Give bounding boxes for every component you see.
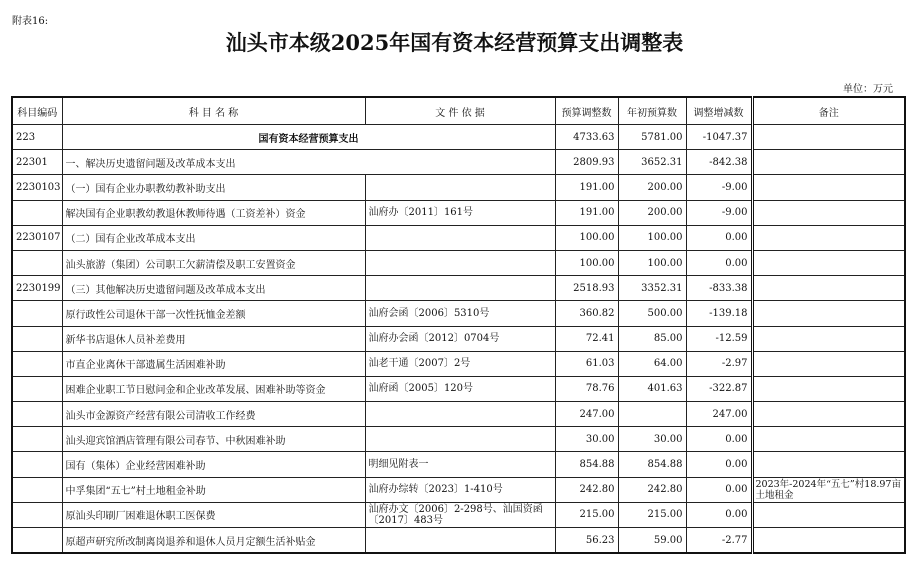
cell-file [365, 250, 555, 275]
table-row [12, 125, 905, 150]
cell-file: 汕府函〔2005〕120号 [365, 376, 555, 401]
cell-file: 明细见附表一 [365, 452, 555, 477]
cell-file [365, 175, 555, 200]
cell-adjusted: 2809.93 [555, 150, 618, 175]
cell-code [12, 528, 62, 554]
cell-name: 困难企业职工节日慰问金和企业改革发展、困难补助等资金 [62, 376, 365, 401]
cell-remark [752, 376, 905, 401]
cell-name: 中孚集团“五七”村土地租金补助 [62, 477, 365, 502]
table-header-row [12, 97, 905, 125]
cell-adjusted: 56.23 [555, 528, 618, 554]
cell-remark [752, 502, 905, 527]
cell-adjusted: 360.82 [555, 301, 618, 326]
cell-name: 原超声研究所改制离岗退养和退休人员月定额生活补贴金 [62, 528, 365, 554]
cell-change: -9.00 [686, 200, 752, 225]
cell-change: 0.00 [686, 427, 752, 452]
cell-remark [752, 528, 905, 554]
cell-name: 原汕头印刷厂困难退休职工医保费 [62, 502, 365, 527]
cell-remark [752, 351, 905, 376]
cell-remark: 2023年-2024年“五七”村18.97亩土地租金 [752, 477, 905, 502]
cell-name: （一）国有企业办职教幼教补助支出 [62, 175, 365, 200]
cell-name: 新华书店退休人员补差费用 [62, 326, 365, 351]
cell-code: 22301 [12, 150, 62, 175]
cell-code [12, 402, 62, 427]
cell-change: -2.97 [686, 351, 752, 376]
cell-adjusted: 4733.63 [555, 125, 618, 150]
cell-adjusted: 854.88 [555, 452, 618, 477]
cell-remark [752, 427, 905, 452]
cell-change: -842.38 [686, 150, 752, 175]
cell-name: 原行政性公司退休干部一次性抚恤金差额 [62, 301, 365, 326]
table-row [12, 477, 905, 502]
cell-remark [752, 402, 905, 427]
cell-code: 2230103 [12, 175, 62, 200]
cell-name: （二）国有企业改革成本支出 [62, 225, 365, 250]
cell-change: -139.18 [686, 301, 752, 326]
cell-remark [752, 326, 905, 351]
budget-table [11, 96, 906, 554]
cell-change: -833.38 [686, 276, 752, 301]
cell-remark [752, 250, 905, 275]
cell-file [365, 427, 555, 452]
cell-initial: 85.00 [618, 326, 686, 351]
cell-adjusted: 100.00 [555, 225, 618, 250]
cell-initial: 200.00 [618, 200, 686, 225]
cell-change: 0.00 [686, 452, 752, 477]
cell-name: 国有资本经营预算支出 [62, 125, 555, 150]
cell-code: 2230107 [12, 225, 62, 250]
table-row [12, 250, 905, 275]
cell-name: 国有（集体）企业经营困难补助 [62, 452, 365, 477]
cell-initial: 64.00 [618, 351, 686, 376]
table-row [12, 276, 905, 301]
table-row [12, 376, 905, 401]
cell-file: 汕府会函〔2006〕5310号 [365, 301, 555, 326]
header-adjusted: 预算调整数 [555, 97, 618, 125]
cell-name: 一、解决历史遗留问题及改革成本支出 [62, 150, 555, 175]
cell-adjusted: 191.00 [555, 200, 618, 225]
table-row [12, 301, 905, 326]
cell-file [365, 528, 555, 554]
cell-change: -322.87 [686, 376, 752, 401]
cell-initial: 100.00 [618, 225, 686, 250]
cell-change: 0.00 [686, 477, 752, 502]
table-row [12, 200, 905, 225]
cell-code [12, 376, 62, 401]
cell-code [12, 326, 62, 351]
cell-name: 汕头迎宾馆酒店管理有限公司春节、中秋困难补助 [62, 427, 365, 452]
cell-name: 市直企业离休干部遗属生活困难补助 [62, 351, 365, 376]
cell-change: 0.00 [686, 250, 752, 275]
table-row [12, 225, 905, 250]
cell-file: 汕府办会函〔2012〕0704号 [365, 326, 555, 351]
header-initial: 年初预算数 [618, 97, 686, 125]
cell-initial: 200.00 [618, 175, 686, 200]
table-row [12, 452, 905, 477]
table-row [12, 175, 905, 200]
header-name: 科 目 名 称 [62, 97, 365, 125]
table-row [12, 150, 905, 175]
cell-change: -1047.37 [686, 125, 752, 150]
cell-change: 247.00 [686, 402, 752, 427]
cell-remark [752, 150, 905, 175]
cell-adjusted: 30.00 [555, 427, 618, 452]
cell-initial: 5781.00 [618, 125, 686, 150]
table-row [12, 528, 905, 554]
cell-change: 0.00 [686, 502, 752, 527]
cell-code [12, 502, 62, 527]
appendix-label: 附表16: [12, 16, 49, 27]
cell-adjusted: 191.00 [555, 175, 618, 200]
cell-initial: 3352.31 [618, 276, 686, 301]
cell-name: 解决国有企业职教幼教退休教师待遇（工资差补）资金 [62, 200, 365, 225]
cell-name: 汕头市金源资产经营有限公司清收工作经费 [62, 402, 365, 427]
cell-adjusted: 61.03 [555, 351, 618, 376]
page-title: 汕头市本级2025年国有资本经营预算支出调整表 [225, 30, 684, 55]
cell-file: 汕府办综转〔2023〕1-410号 [365, 477, 555, 502]
header-file: 文 件 依 据 [365, 97, 555, 125]
cell-remark [752, 125, 905, 150]
cell-name: 汕头旅游（集团）公司职工欠薪清偿及职工安置资金 [62, 250, 365, 275]
cell-remark [752, 200, 905, 225]
table-row [12, 402, 905, 427]
cell-file: 汕府办〔2011〕161号 [365, 200, 555, 225]
cell-initial: 100.00 [618, 250, 686, 275]
cell-initial [618, 402, 686, 427]
cell-adjusted: 100.00 [555, 250, 618, 275]
table-row [12, 326, 905, 351]
cell-remark [752, 301, 905, 326]
cell-adjusted: 215.00 [555, 502, 618, 527]
cell-name: （三）其他解决历史遗留问题及改革成本支出 [62, 276, 365, 301]
cell-file [365, 225, 555, 250]
cell-initial: 500.00 [618, 301, 686, 326]
cell-change: 0.00 [686, 225, 752, 250]
cell-code [12, 351, 62, 376]
cell-code [12, 477, 62, 502]
cell-initial: 401.63 [618, 376, 686, 401]
cell-initial: 59.00 [618, 528, 686, 554]
unit-label: 单位：万元 [843, 84, 893, 95]
cell-adjusted: 2518.93 [555, 276, 618, 301]
cell-remark [752, 175, 905, 200]
cell-initial: 30.00 [618, 427, 686, 452]
cell-initial: 215.00 [618, 502, 686, 527]
cell-file [365, 276, 555, 301]
cell-code: 2230199 [12, 276, 62, 301]
table-row [12, 427, 905, 452]
cell-code: 223 [12, 125, 62, 150]
cell-code [12, 200, 62, 225]
cell-initial: 854.88 [618, 452, 686, 477]
cell-file: 汕府办文〔2006〕2-298号、汕国资函〔2017〕483号 [365, 502, 555, 527]
table-row [12, 351, 905, 376]
cell-adjusted: 72.41 [555, 326, 618, 351]
table-row [12, 502, 905, 527]
header-change: 调整增减数 [686, 97, 752, 125]
cell-adjusted: 247.00 [555, 402, 618, 427]
header-code: 科目编码 [12, 97, 62, 125]
cell-file [365, 402, 555, 427]
cell-remark [752, 276, 905, 301]
cell-change: -9.00 [686, 175, 752, 200]
cell-change: -12.59 [686, 326, 752, 351]
cell-adjusted: 242.80 [555, 477, 618, 502]
cell-code [12, 301, 62, 326]
cell-remark [752, 225, 905, 250]
cell-code [12, 250, 62, 275]
header-remark: 备注 [752, 97, 905, 125]
cell-file: 汕老干通〔2007〕2号 [365, 351, 555, 376]
cell-remark [752, 452, 905, 477]
cell-change: -2.77 [686, 528, 752, 554]
cell-initial: 242.80 [618, 477, 686, 502]
cell-code [12, 427, 62, 452]
cell-code [12, 452, 62, 477]
cell-adjusted: 78.76 [555, 376, 618, 401]
cell-initial: 3652.31 [618, 150, 686, 175]
